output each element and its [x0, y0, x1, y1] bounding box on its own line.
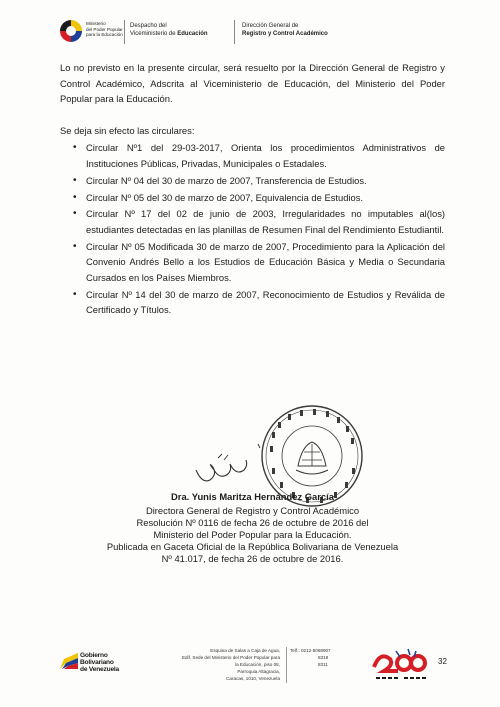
document-body	[60, 60, 445, 319]
list-item: • Circular Nº1 del 29-03-2017, Orienta los procedimientos Administrativos de Instituciones Públicas, Privadas, Municipales o Estadales.	[86, 140, 445, 171]
signatory-line: Publicada en Gaceta Oficial de la República Bolivariana de Venezuela	[106, 541, 399, 552]
closing-paragraph: Lo no previsto en la presente circular, será resuelto por la Dirección General de Registro y Control Académico, Adscrita al Viceministerio de Educación, del Ministerio del Poder Popular para la Educación.	[60, 62, 445, 105]
header-divider	[124, 20, 125, 44]
government-logo-text: Gobierno Bolivariano de Venezuela	[80, 652, 120, 673]
list-intro: Se deja sin efecto las circulares:	[60, 124, 195, 136]
signatory-line: Nº 41.017, de fecha 26 de octubre de 2016.	[161, 553, 344, 564]
signatory-line: Directora General de Registro y Control Académico	[145, 505, 360, 516]
telephone-label: Telf.: 0212-5068907	[290, 648, 331, 653]
letterhead	[60, 18, 480, 50]
direction-name: Dirección General de Registro y Control Académico	[242, 23, 328, 37]
list-item: • Circular Nº 14 del 30 de marzo de 2007, Reconocimiento de Estudios y Reválida de Certificado y Títulos.	[86, 287, 445, 318]
header-divider	[234, 20, 235, 44]
ministry-name: Ministerio del Poder Popular para la Educación	[86, 21, 123, 38]
signatory-name: Dra. Yunis Maritza Hernández García	[171, 491, 334, 502]
signature-block	[60, 491, 445, 565]
telephone-extensions: 8318 8311	[318, 655, 329, 667]
ministry-address: Esquina de Salas a Caja de Agua, Edif. Sede del Ministerio del Poder Popular para la Educación, piso 08, Parroquia Altagracia, Caracas, 1010, Venezuela	[181, 648, 280, 681]
page-number: 32	[438, 657, 447, 666]
list-item: • Circular Nº 04 del 30 de marzo de 2007, Transferencia de Estudios.	[86, 173, 445, 189]
signatory-line: Ministerio del Poder Popular para la Educación.	[153, 529, 352, 540]
list-item: • Circular Nº 05 Modificada 30 de marzo de 2007, Procedimiento para la Aplicación del Convenio Andrés Bello a los Estudios de Educación Básica y Media o Secundaria Cursados en los Países Miembros.	[86, 239, 445, 286]
list-item: • Circular Nº 17 del 02 de junio de 2003, Irregularidades no imputables al(los) estudiantes detectadas en las planillas de Resumen Final del Rendimiento Estudiantil.	[86, 206, 445, 237]
signatory-line: Resolución Nº 0116 de fecha 26 de octubre de 2016 del	[136, 517, 369, 528]
office-name: Despacho del Viceministerio de Educación	[130, 23, 208, 37]
ministry-logo-icon	[60, 20, 82, 42]
venezuela-flag-icon	[60, 653, 78, 669]
page-footer	[0, 645, 500, 695]
footer-divider	[286, 647, 287, 683]
list-item: • Circular Nº 05 del 30 de marzo de 2007, Equivalencia de Estudios.	[86, 190, 445, 206]
bicentennial-emblem-icon	[370, 645, 432, 685]
revoked-circulars-list	[60, 140, 445, 317]
